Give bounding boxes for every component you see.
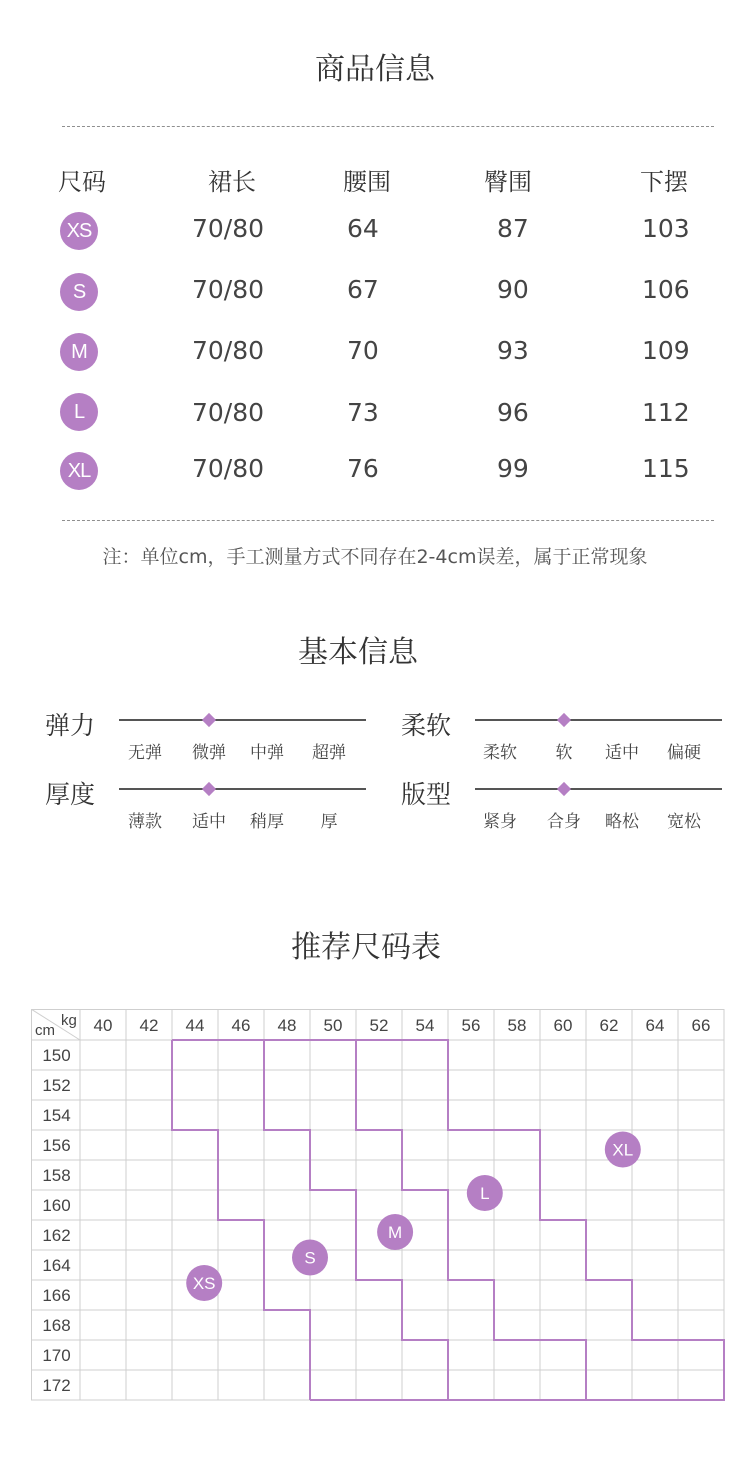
cell-hem: 103: [642, 214, 690, 243]
cell-hip: 90: [497, 275, 529, 304]
selected-marker-icon: [557, 713, 571, 727]
size-chart-title: 推荐尺码表: [291, 930, 441, 965]
attribute-option: 中弹: [250, 743, 284, 763]
attribute-option: 紧身: [483, 812, 517, 832]
product-info-title: 商品信息: [315, 52, 435, 87]
height-tick-label: 156: [42, 1136, 71, 1155]
cell-length: 70/80: [192, 214, 265, 243]
header-size: 尺码: [58, 168, 106, 196]
weight-tick-label: 52: [369, 1016, 389, 1035]
attribute-option: 略松: [605, 812, 639, 832]
attribute-option: 微弹: [192, 743, 226, 763]
selected-marker-icon: [202, 713, 216, 727]
weight-tick-label: 58: [507, 1016, 527, 1035]
selected-marker-icon: [202, 782, 216, 796]
cell-length: 70/80: [192, 275, 265, 304]
header-hip: 臀围: [484, 168, 532, 196]
attribute-option: 超弹: [312, 743, 346, 763]
size-marker-label: L: [480, 1184, 490, 1203]
height-tick-label: 164: [42, 1256, 71, 1275]
height-tick-label: 154: [42, 1106, 71, 1125]
attribute-option: 无弹: [128, 743, 162, 763]
weight-tick-label: 54: [415, 1016, 435, 1035]
height-tick-label: 158: [42, 1166, 71, 1185]
cell-hem: 109: [642, 336, 690, 365]
attribute-scale-line: [475, 719, 722, 721]
weight-tick-label: 62: [599, 1016, 619, 1035]
weight-tick-label: 42: [139, 1016, 159, 1035]
attribute-option: 适中: [605, 743, 639, 763]
height-tick-label: 150: [42, 1046, 71, 1065]
weight-tick-label: 46: [231, 1016, 251, 1035]
attribute-option: 合身: [547, 812, 581, 832]
size-marker-label: S: [304, 1248, 316, 1268]
cell-length: 70/80: [192, 398, 265, 427]
selected-marker-icon: [557, 782, 571, 796]
basic-info-title: 基本信息: [298, 635, 418, 670]
cell-hip: 87: [497, 214, 529, 243]
attribute-option: 宽松: [667, 812, 701, 832]
height-tick-label: 152: [42, 1076, 71, 1095]
divider-bottom: [62, 520, 714, 521]
size-badge: L: [60, 393, 98, 431]
attribute-scale-line: [475, 788, 722, 790]
height-tick-label: 166: [42, 1286, 71, 1305]
height-tick-label: 168: [42, 1316, 71, 1335]
cell-waist: 76: [347, 454, 379, 483]
size-marker-label: XS: [192, 1274, 216, 1293]
weight-tick-label: 50: [323, 1016, 343, 1035]
height-tick-label: 162: [42, 1226, 71, 1245]
header-waist: 腰围: [343, 168, 391, 196]
divider-top: [62, 126, 714, 127]
size-marker-label: XL: [612, 1140, 634, 1160]
height-tick-label: 170: [42, 1346, 71, 1365]
weight-tick-label: 44: [185, 1016, 205, 1035]
cell-hip: 99: [497, 454, 529, 483]
measurement-note: 注：单位cm，手工测量方式不同存在2-4cm误差，属于正常现象: [102, 546, 648, 568]
attribute-label: 柔软: [401, 711, 452, 740]
corner-label-cm: cm: [35, 1022, 55, 1039]
attribute-option: 柔软: [483, 743, 517, 763]
weight-tick-label: 40: [93, 1016, 113, 1035]
size-badge: M: [60, 333, 98, 371]
attribute-label: 厚度: [45, 780, 96, 809]
cell-hip: 93: [497, 336, 529, 365]
height-tick-label: 160: [42, 1196, 71, 1215]
weight-tick-label: 66: [691, 1016, 711, 1035]
cell-waist: 70: [347, 336, 379, 365]
attribute-option: 薄款: [128, 812, 162, 832]
attribute-option: 适中: [192, 812, 226, 832]
weight-tick-label: 60: [553, 1016, 573, 1035]
cell-hip: 96: [497, 398, 529, 427]
attribute-option: 软: [555, 743, 573, 763]
attribute-label: 弹力: [45, 711, 96, 740]
cell-waist: 64: [347, 214, 379, 243]
size-badge: XL: [60, 452, 98, 490]
attribute-label: 版型: [401, 780, 452, 809]
attribute-scale-line: [119, 719, 366, 721]
weight-tick-label: 48: [277, 1016, 297, 1035]
corner-label-kg: kg: [61, 1012, 77, 1029]
cell-waist: 73: [347, 398, 379, 427]
cell-waist: 67: [347, 275, 379, 304]
weight-tick-label: 56: [461, 1016, 481, 1035]
recommended-size-chart: [31, 1009, 725, 1401]
attribute-scale-line: [119, 788, 366, 790]
cell-length: 70/80: [192, 336, 265, 365]
attribute-option: 稍厚: [250, 812, 284, 832]
weight-tick-label: 64: [645, 1016, 665, 1035]
attribute-option: 厚: [320, 812, 338, 832]
size-marker-label: M: [388, 1223, 403, 1242]
cell-hem: 112: [642, 398, 690, 427]
height-tick-label: 172: [42, 1376, 71, 1395]
size-badge: S: [60, 273, 98, 311]
cell-length: 70/80: [192, 454, 265, 483]
header-length: 裙长: [208, 168, 256, 196]
cell-hem: 115: [642, 454, 690, 483]
cell-hem: 106: [642, 275, 690, 304]
attribute-option: 偏硬: [667, 743, 701, 763]
header-hem: 下摆: [640, 168, 688, 196]
size-badge: XS: [60, 212, 98, 250]
